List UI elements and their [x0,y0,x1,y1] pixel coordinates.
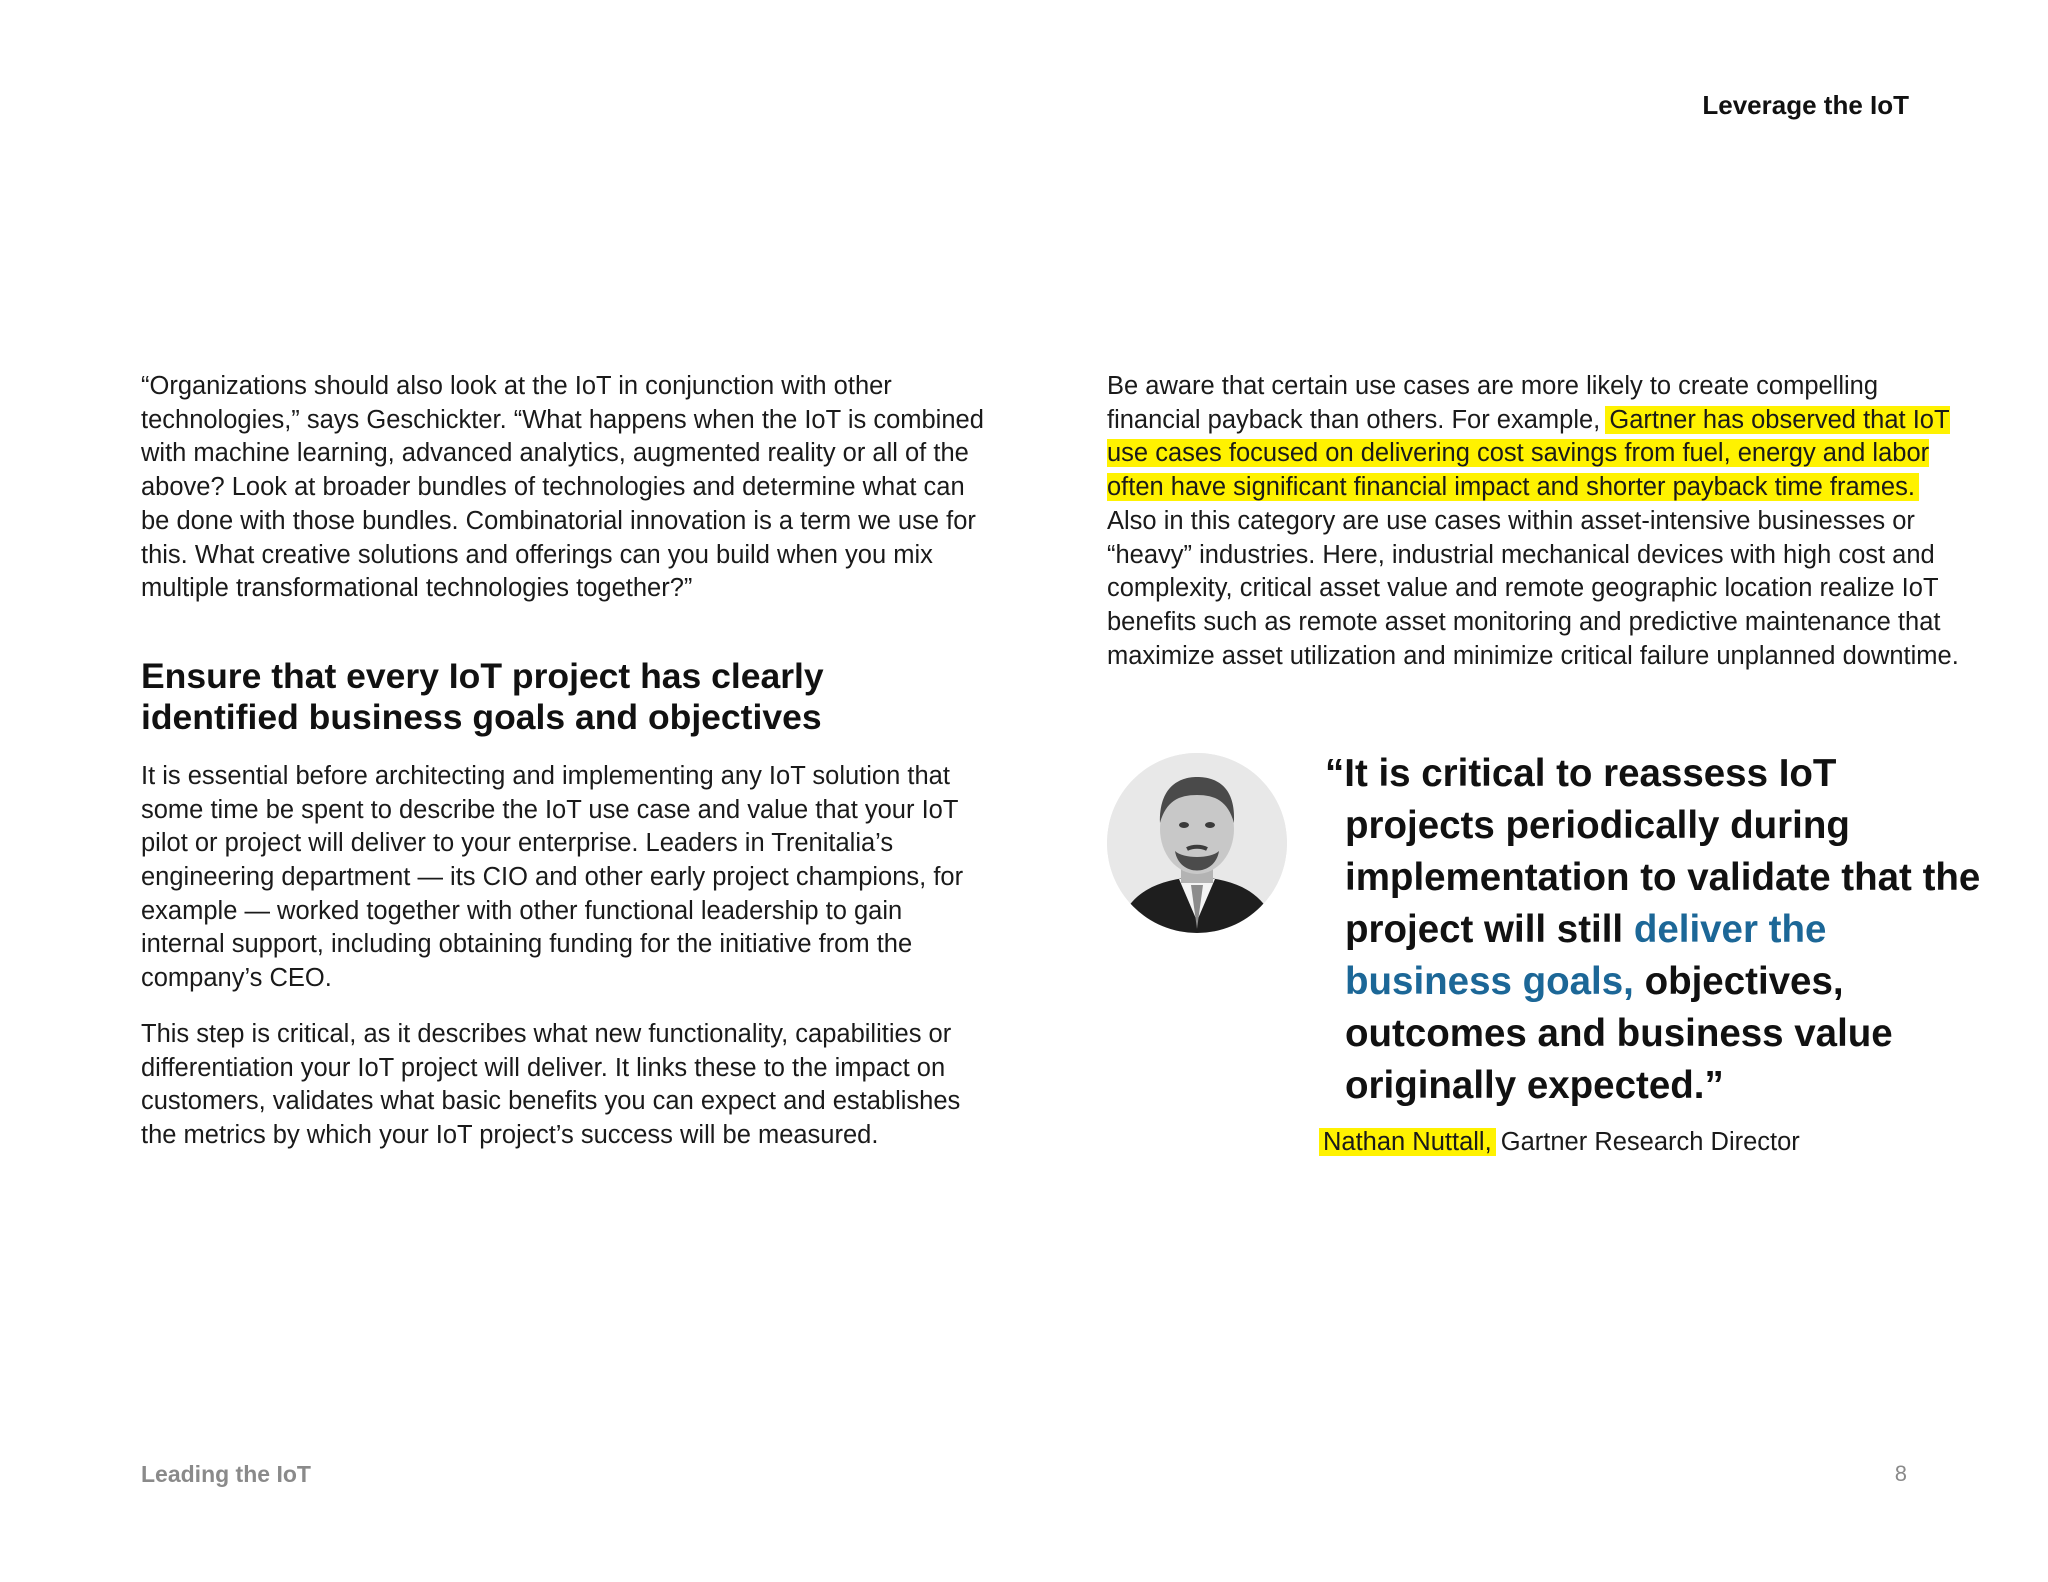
page-number: 8 [1894,1461,1907,1486]
body-paragraph: This step is critical, as it describes what new functionality, capabilities or differentiation your IoT project will deliver. It links these to the impact on customers, validates what basic benefits you can expect and establishes the metrics by which your IoT project’s success will be measured. [141,1019,961,1149]
intro-paragraph: “Organizations should also look at the IoT in conjunction with other technologies,” says Geschickter. “What happens when the IoT is combined with machine learning, advanced analytics, augmented reality or all of the above? Look at broader bundles of technologies and determine what can be done with those bundles. Combinatorial innovation is a term we use for this. What creative solutions and offerings can you build when you mix multiple transformational technologies together?” [141,372,984,603]
right-column [1107,370,1967,673]
quote-attribution [1321,1128,1800,1157]
quote-accent-text: deliver the business goals, [1345,908,1827,1003]
author-title: Gartner Research Director [1500,1128,1800,1156]
paragraph-text: Also in this category are use cases within asset-intensive businesses or “heavy” industries. Here, industrial mechanical devices with high cost and complexity, critical asset value and remote geographic location realize IoT benefits such as remote asset monitoring and predictive maintenance that maximize asset utilization and minimize critical failure unplanned downtime. [1107,506,1959,670]
use-case-paragraph [1107,370,1967,673]
quote-text [1325,748,1985,1112]
highlighted-text: Gartner has observed that IoT use cases focused on delivering cost savings from fuel, energy and labor often have significant financial impact and shorter payback time frames. [1107,405,1950,502]
person-portrait-icon [1107,753,1287,933]
author-name: Nathan Nuttall, [1319,1128,1496,1156]
footer-title: Leading the IoT [141,1461,311,1487]
running-header: Leverage the IoT [1702,90,1909,120]
paragraph-text: Be aware that certain use cases are more likely to create compelling financial payback than others. For example, [1107,372,1879,434]
left-column [141,370,991,1153]
quote-text-part: “It is critical to reassess IoT projects periodically during implementation to validate that the project will still [1325,752,1981,951]
section-heading: Ensure that every IoT project has clearly identified business goals and objectives [141,655,824,737]
body-paragraph: It is essential before architecting and implementing any IoT solution that some time be spent to describe the IoT use case and value that your IoT pilot or project will deliver to your enterprise. Leaders in Trenitalia’s engineering department — its CIO and other early project champions, for example — worked together with other functional leadership to gain internal support, including obtaining funding for the initiative from the company’s CEO. [141,761,964,993]
pull-quote [1107,748,1981,1168]
quote-text-part: objectives, outcomes and business value originally expected.” [1345,960,1893,1107]
author-photo [1107,753,1287,933]
